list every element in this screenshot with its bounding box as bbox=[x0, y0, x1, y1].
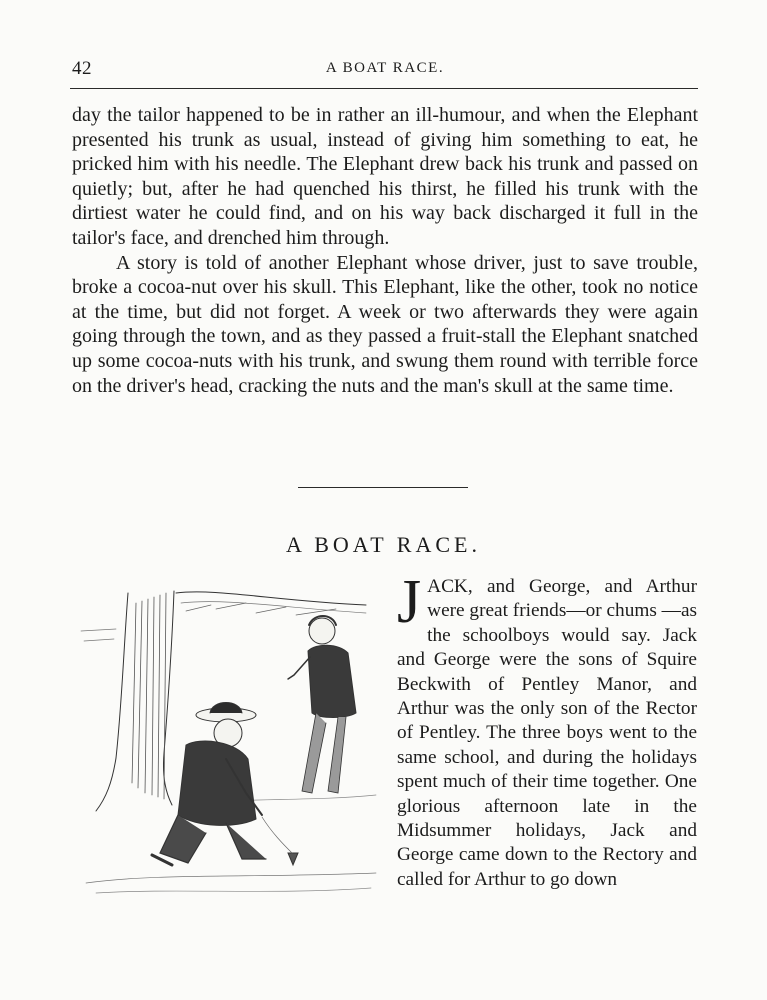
running-title: A BOAT RACE. bbox=[325, 60, 445, 76]
paragraph: day the tailor happened to be in rather an ill-humour, and when the Elephant presented his trunk as usual, instead of giving him something to eat, he pricked him with his needle. The Elephant drew back his trunk and passed on quietly; but, after he had quenched his thirst, he filled his trunk with the dirtiest water he could find, and on his way back discharged it full in the tailor's face, and drenched him through. bbox=[72, 104, 698, 249]
drop-cap: J bbox=[397, 568, 422, 636]
paragraph: A story is told of another Elephant whose driver, just to save trouble, broke a cocoa-nut over his skull. This Elephant, like the other, took no notice at the time, but did not forget. A week or two afterwards they were again going through the town, and as they passed a fruit-stall the Elephant snatched up some cocoa-nuts with his trunk, and swung them round with terrible force on the driver's head, cracking the nuts and the man's skull at the same time. bbox=[72, 251, 698, 397]
running-head bbox=[72, 58, 698, 80]
body-text bbox=[72, 103, 698, 398]
header-rule bbox=[70, 88, 698, 89]
section-divider bbox=[298, 487, 468, 488]
page-number: 42 bbox=[72, 58, 92, 79]
boys-with-top-illustration bbox=[76, 583, 380, 915]
section-title: A BOAT RACE. bbox=[286, 532, 481, 557]
section-body bbox=[397, 568, 697, 892]
section-opening-text: ACK, and George, and Arthur were great friends—or chums —as the schoolboys would say. Jack and George were the sons of Squire Beckwith of Pentley Manor, and Arthur was the only son of the Rector of Pentley. The three boys went to the same school, and during the holidays spent much of their time together. One glorious afternoon late in the Midsummer holidays, Jack and George came down to the Rectory and called for Arthur to go down bbox=[397, 576, 697, 890]
